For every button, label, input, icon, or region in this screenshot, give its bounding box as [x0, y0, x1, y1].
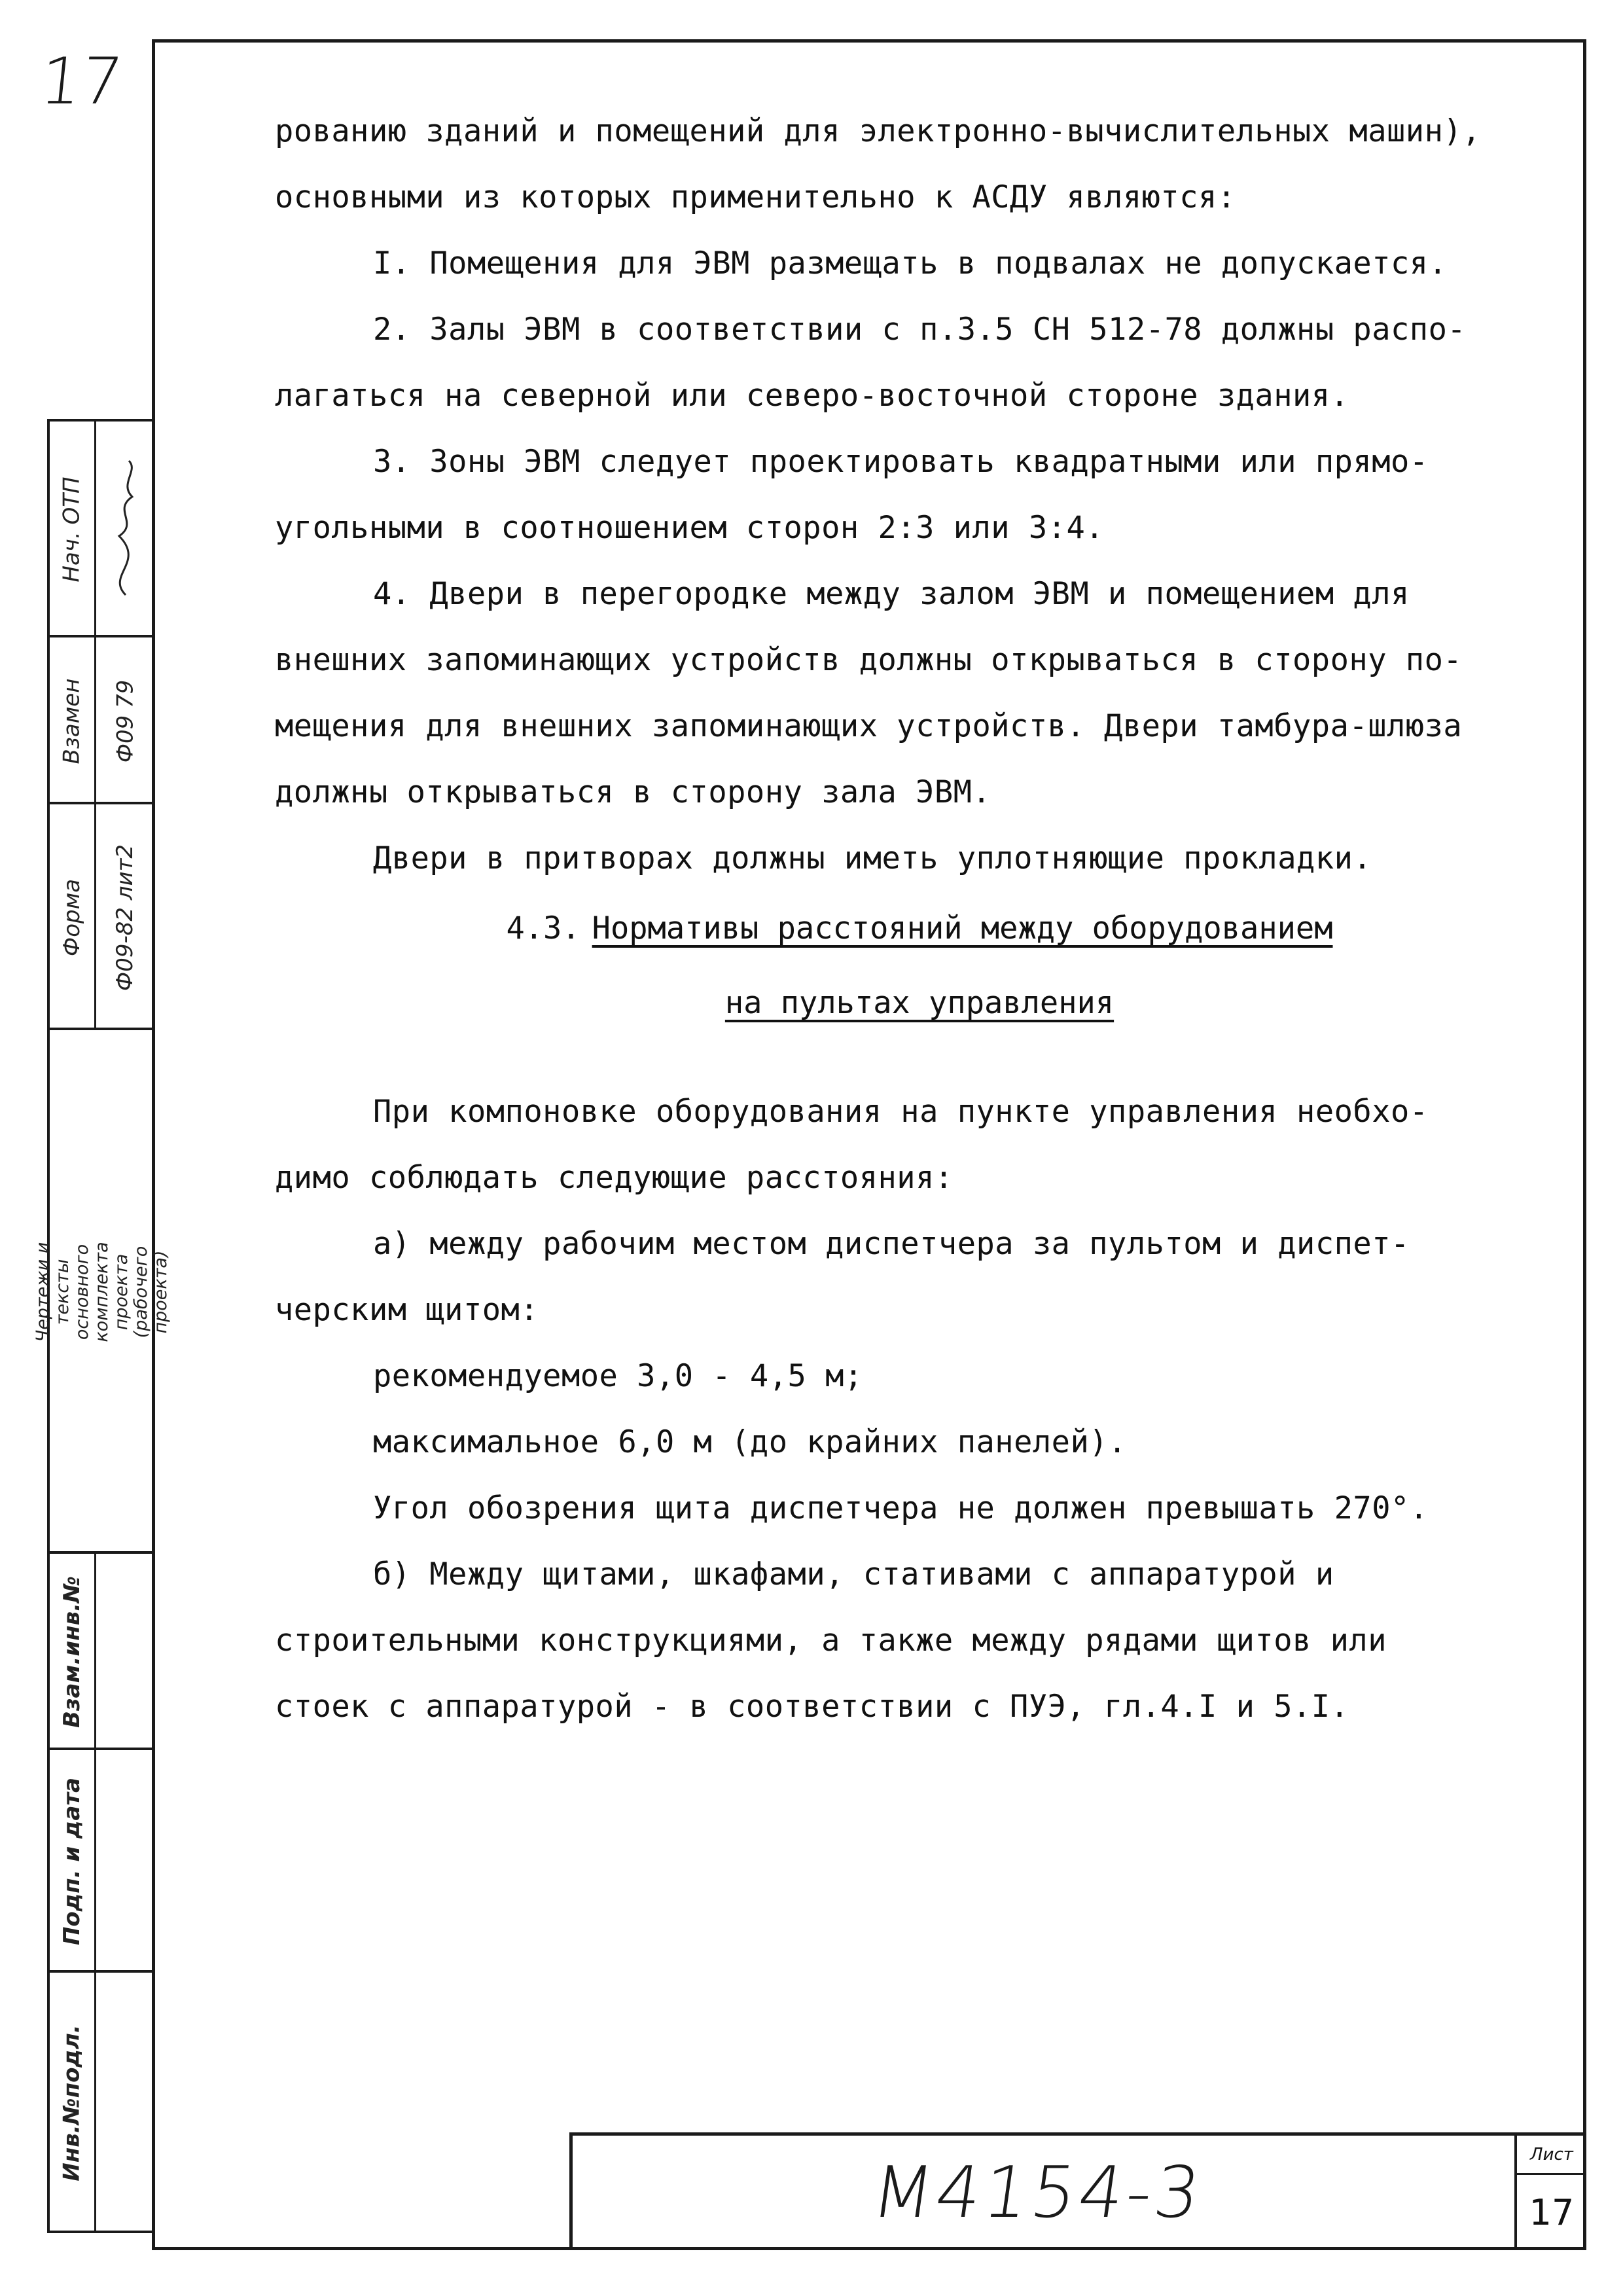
- document-body: [275, 98, 1564, 1740]
- stamp-replaces-label: Взамен: [59, 677, 86, 764]
- stamp-form-label: Форма: [59, 878, 86, 956]
- list-item: 4. Двери в перегородке между залом ЭВМ и помещением для: [373, 576, 1410, 612]
- stamp-row-drawings: [33, 1028, 171, 1551]
- text-line: внешних запоминающих устройств должны открываться в сторону по-: [275, 642, 1463, 678]
- text-line: димо соблюдать следующие расстояния:: [275, 1160, 954, 1196]
- document-designation: М4154-3: [866, 2152, 1208, 2234]
- text-line: рекомендуемое 3,0 - 4,5 м;: [373, 1358, 863, 1394]
- section-number: 4.3.: [506, 910, 580, 946]
- stamp-form-value: Ф09-82 лит2: [112, 844, 139, 991]
- text-line: должны открываться в сторону зала ЭВМ.: [275, 774, 991, 810]
- section-title-line2: на пультах управления: [724, 985, 1115, 1021]
- text-line: Двери в притворах должны иметь уплотняющие прокладки.: [373, 840, 1372, 876]
- text-line: При компоновке оборудования на пункте управления необхо-: [373, 1094, 1429, 1130]
- stamp-drawings-label: Чертежи и тексты основного комплекта проекта (рабочего проекта): [33, 1242, 171, 1342]
- sheet-number: 17: [1529, 2192, 1575, 2233]
- stamp-row-replaces: [50, 635, 154, 802]
- text-line: Угол обозрения щита диспетчера не должен превышать 270°.: [373, 1490, 1429, 1526]
- sheet-label: Лист: [1517, 2136, 1586, 2175]
- text-line: угольными в соотношением сторон 2:3 или 3:4.: [275, 510, 1105, 546]
- signature-icon: [99, 457, 152, 601]
- list-item: 2. Залы ЭВМ в соответствии с п.3.5 СН 512-78 должны распо-: [373, 312, 1467, 348]
- stamp-row-form: [50, 802, 154, 1028]
- text-line: лагаться на северной или северо-восточной стороне здания.: [275, 378, 1349, 414]
- text-line: рованию зданий и помещений для электронно-вычислительных машин),: [275, 113, 1481, 149]
- section-heading-cont: [275, 966, 1564, 1041]
- title-block: [569, 2132, 1586, 2250]
- corner-page-number: 17: [37, 45, 126, 119]
- text-line: стоек с аппаратурой - в соответствии с ПУЭ, гл.4.I и 5.I.: [275, 1689, 1349, 1725]
- stamp-replaces-value: Ф09 79: [112, 679, 139, 762]
- stamp-row-sign-date: [50, 1748, 154, 1970]
- sheet-box: [1514, 2136, 1586, 2250]
- text-line: строительными конструкциями, а также между рядами щитов или: [275, 1623, 1387, 1659]
- section-heading: [275, 891, 1564, 966]
- stamp-inv-orig-label: Инв.№подл.: [59, 2024, 86, 2181]
- stamp-replace-inv-label: Взам.инв.№: [59, 1576, 86, 1728]
- stamp-sign-date-label: Подп. и дата: [59, 1777, 86, 1946]
- list-item: I. Помещения для ЭВМ размещать в подвалах не допускается.: [373, 245, 1448, 281]
- stamp-row-head: [50, 419, 154, 635]
- text-line: черским щитом:: [275, 1292, 539, 1328]
- list-item: 3. Зоны ЭВМ следует проектировать квадратными или прямо-: [373, 444, 1429, 480]
- section-title-line1: Нормативы расстояний между оборудованием: [592, 910, 1333, 946]
- margin-stamp-table: [33, 419, 171, 2233]
- stamp-row-replace-inv: [50, 1551, 154, 1748]
- stamp-head-label: Нач. ОТП: [59, 476, 86, 583]
- text-line: максимальное 6,0 м (до крайних панелей).: [373, 1424, 1127, 1460]
- stamp-row-inv-orig: [50, 1970, 154, 2233]
- text-line: мещения для внешних запоминающих устройств. Двери тамбура-шлюза: [275, 708, 1463, 744]
- text-line: основными из которых применительно к АСДУ являются:: [275, 179, 1236, 215]
- list-item: б) Между щитами, шкафами, стативами с аппаратурой и: [373, 1556, 1334, 1592]
- list-item: а) между рабочим местом диспетчера за пультом и диспет-: [373, 1226, 1410, 1262]
